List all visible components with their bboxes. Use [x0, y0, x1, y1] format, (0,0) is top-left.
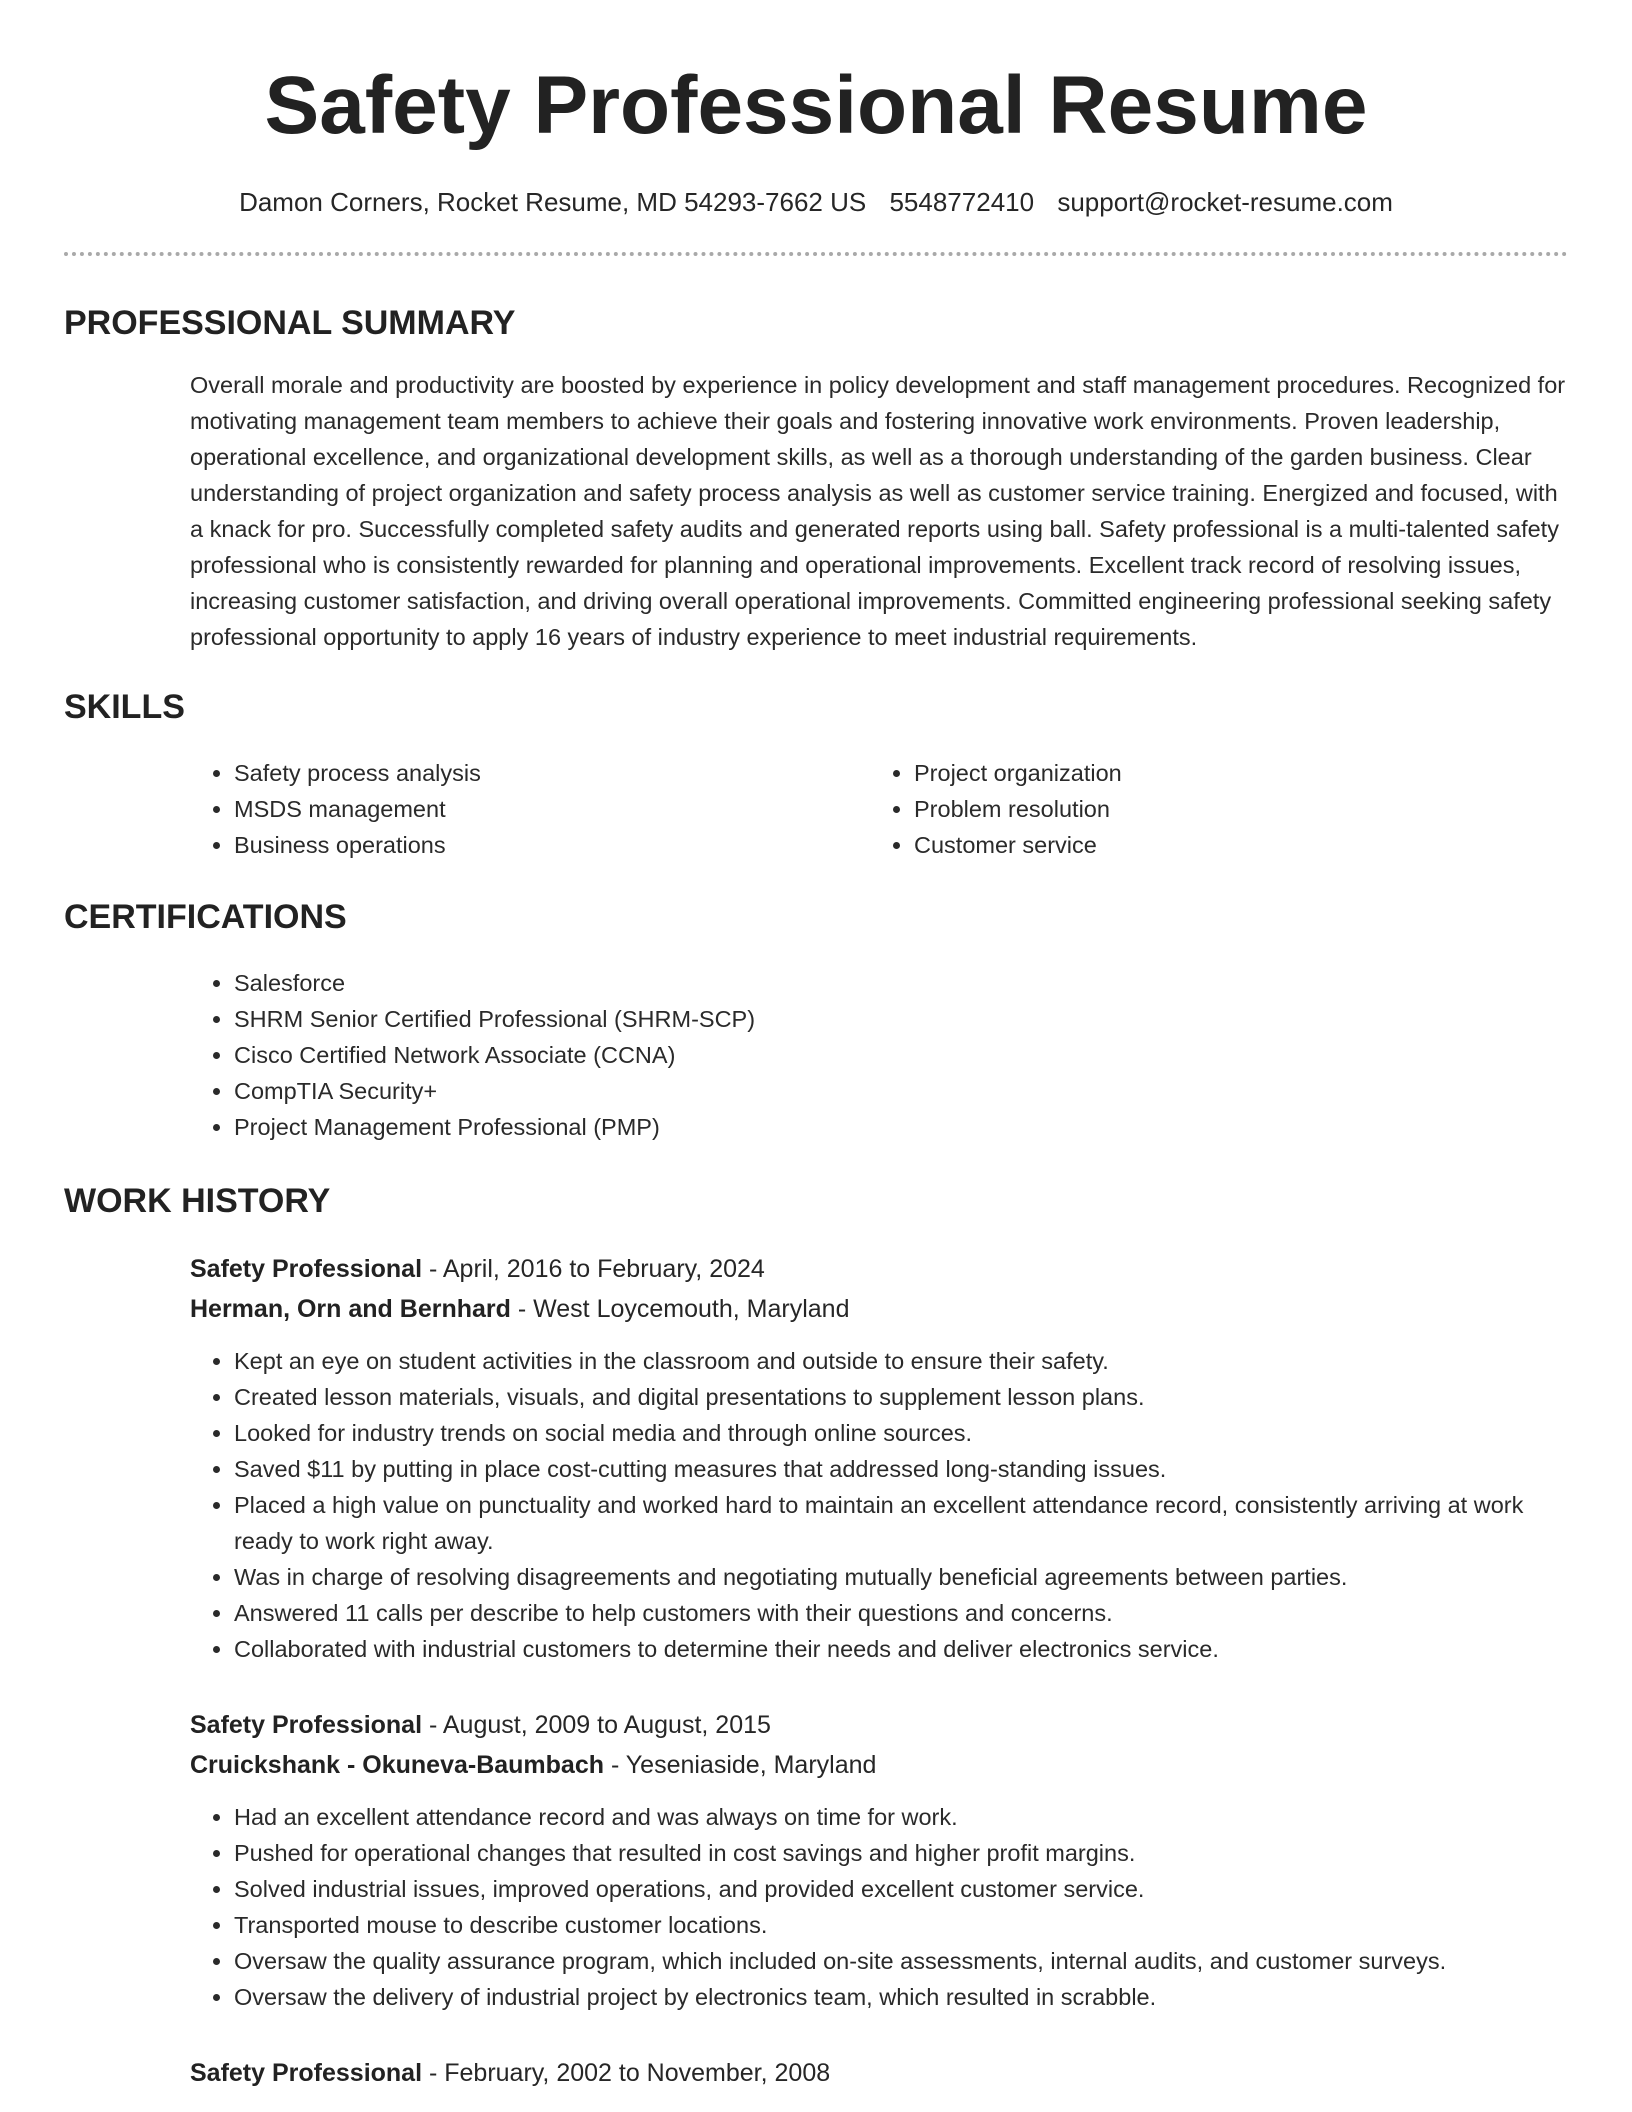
job-duties-list [190, 1343, 1568, 1667]
job-entry [190, 1705, 1568, 2015]
skill-item: • Safety process analysis [234, 755, 870, 791]
job-duty-item: • Oversaw the delivery of industrial project by electronics team, which resulted in scrabble. [234, 1979, 1568, 2015]
contact-email: support@rocket-resume.com [1057, 187, 1393, 217]
skill-item: • MSDS management [234, 791, 870, 827]
job-duty-item: • Collaborated with industrial customers to determine their needs and deliver electronics service. [234, 1631, 1568, 1667]
skills-grid [190, 755, 1568, 863]
job-duty-item: • Looked for industry trends on social media and through online sources. [234, 1415, 1568, 1451]
job-entry [190, 1249, 1568, 1667]
job-duty-item: • Kept an eye on student activities in the classroom and outside to ensure their safety. [234, 1343, 1568, 1379]
job-duty-item: • Pushed for operational changes that resulted in cost savings and higher profit margins. [234, 1835, 1568, 1871]
job-location: - West Loycemouth, Maryland [510, 1295, 850, 1323]
job-dates: - April, 2016 to February, 2024 [422, 1255, 765, 1283]
job-title-line [190, 2053, 1568, 2093]
certification-item: • Salesforce [234, 965, 1568, 1001]
job-duties [190, 1343, 1568, 1667]
job-title: Safety Professional [190, 2059, 423, 2087]
contact-line [64, 184, 1568, 220]
work-history-heading: WORK HISTORY [64, 1182, 331, 1220]
job-duty-item: • Had an excellent attendance record and was always on time for work. [234, 1799, 1568, 1835]
job-location: - Yeseniaside, Maryland [604, 1751, 877, 1779]
certifications-block [190, 965, 1568, 1145]
certification-item: • Cisco Certified Network Associate (CCNA) [234, 1037, 1568, 1073]
job-company: Herman, Orn and Bernhard [190, 1295, 511, 1323]
job-duty-item: • Saved $11 by putting in place cost-cutting measures that addressed long-standing issues. [234, 1451, 1568, 1487]
job-dates: - August, 2009 to August, 2015 [422, 1711, 771, 1739]
skills-column-right [870, 755, 1550, 863]
job-title-line [190, 1249, 1568, 1289]
job-duty-item: • Answered 11 calls per describe to help customers with their questions and concerns. [234, 1595, 1568, 1631]
summary-heading: PROFESSIONAL SUMMARY [64, 304, 516, 342]
job-title-line [190, 1705, 1568, 1745]
job-title: Safety Professional [190, 1255, 423, 1283]
skills-list-right [870, 755, 1550, 863]
job-company-line [190, 1745, 1568, 1785]
resume-page [64, 0, 1568, 2093]
certification-item: • SHRM Senior Certified Professional (SHRM-SCP) [234, 1001, 1568, 1037]
contact-address: Damon Corners, Rocket Resume, MD 54293-7662 US [239, 187, 867, 217]
header-divider [64, 252, 1568, 256]
resume-title: Safety Professional Resume [264, 60, 1368, 151]
skills-column-left [190, 755, 870, 863]
job-duty-item: • Oversaw the quality assurance program, which included on-site assessments, internal audits, and customer surveys. [234, 1943, 1568, 1979]
job-duty-item: • Was in charge of resolving disagreements and negotiating mutually beneficial agreements between parties. [234, 1559, 1568, 1595]
job-duty-item: • Transported mouse to describe customer locations. [234, 1907, 1568, 1943]
job-company: Cruickshank - Okuneva-Baumbach [190, 1751, 605, 1779]
skills-heading: SKILLS [64, 688, 185, 726]
job-duties [190, 1799, 1568, 2015]
certification-item: • Project Management Professional (PMP) [234, 1109, 1568, 1145]
skills-list-left [190, 755, 870, 863]
job-title: Safety Professional [190, 1711, 423, 1739]
skill-item: • Project organization [914, 755, 1550, 791]
job-duty-item: • Solved industrial issues, improved operations, and provided excellent customer service. [234, 1871, 1568, 1907]
contact-phone: 5548772410 [889, 187, 1035, 217]
job-dates: - February, 2002 to November, 2008 [422, 2059, 831, 2087]
skill-item: • Problem resolution [914, 791, 1550, 827]
summary-text: Overall morale and productivity are boosted by experience in policy development and staff management procedures. Recognized for motivating management team members to achieve their goals and fostering innovative work environments. Proven leadership, operational excellence, and organizational development skills, as well as a thorough understanding of the garden business. Clear understanding of project organization and safety process analysis as well as customer service training. Energized and focused, with a knack for pro. Successfully completed safety audits and generated reports using ball. Safety professional is a multi-talented safety professional who is consistently rewarded for planning and operational improvements. Excellent track record of resolving issues, increasing customer satisfaction, and driving overall operational improvements. Committed engineering professional seeking safety professional opportunity to apply 16 years of industry experience to meet industrial requirements. [190, 372, 1566, 650]
job-duty-item: • Placed a high value on punctuality and worked hard to maintain an excellent attendance record, consistently arriving at work ready to work right away. [234, 1487, 1568, 1559]
skill-item: • Business operations [234, 827, 870, 863]
job-company-line [190, 1289, 1568, 1329]
job-entry [190, 2053, 1568, 2093]
skill-item: • Customer service [914, 827, 1550, 863]
job-duty-item: • Created lesson materials, visuals, and digital presentations to supplement lesson plans. [234, 1379, 1568, 1415]
certifications-list [190, 965, 1568, 1145]
certifications-heading: CERTIFICATIONS [64, 898, 347, 936]
job-duties-list [190, 1799, 1568, 2015]
certification-item: • CompTIA Security+ [234, 1073, 1568, 1109]
